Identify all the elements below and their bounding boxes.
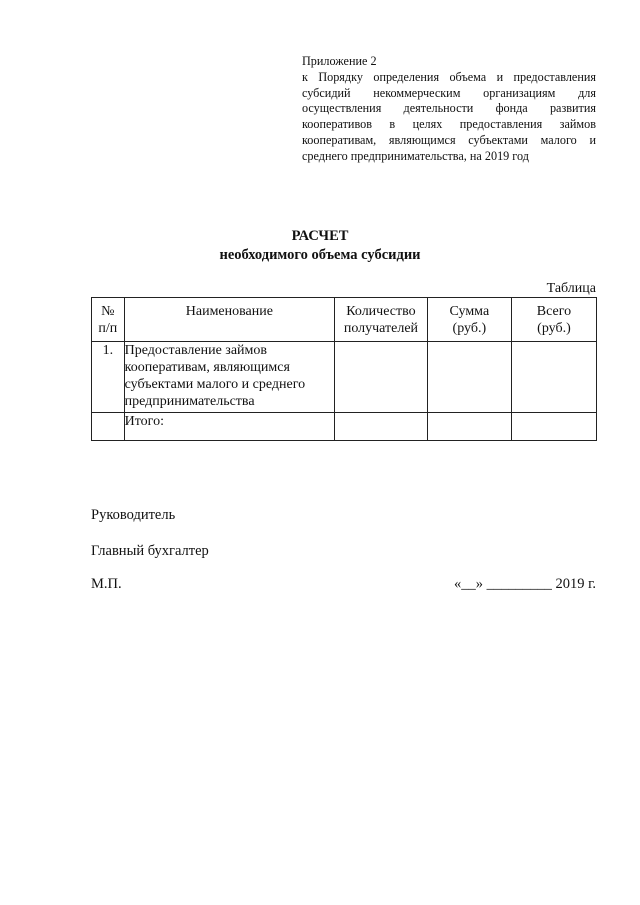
header-sum-line1: Сумма bbox=[449, 304, 490, 319]
table-row-total bbox=[92, 413, 597, 441]
total-num bbox=[92, 413, 125, 441]
header-num-line2: п/п bbox=[98, 321, 118, 336]
document-subtitle: необходимого объема субсидии bbox=[219, 247, 421, 263]
total-total-cell bbox=[511, 413, 596, 441]
row-num: 1. bbox=[92, 342, 125, 413]
header-sum-line2: (руб.) bbox=[452, 321, 487, 336]
document-title: РАСЧЕТ bbox=[291, 228, 349, 244]
signature-accountant: Главный бухгалтер bbox=[91, 543, 209, 559]
table-header-row bbox=[92, 298, 597, 342]
header-count bbox=[335, 298, 428, 342]
header-num bbox=[92, 298, 125, 342]
header-num-line1: № bbox=[101, 304, 115, 319]
signature-head: Руководитель bbox=[91, 507, 176, 523]
row-count-cell bbox=[335, 342, 428, 413]
row-total-cell bbox=[511, 342, 596, 413]
appendix-text: к Порядку определения объема и предоставления субсидий некоммерческим организациям для осуществления деятельности фонда развития кооперативов в целях предоставления займов кооперативам, являющимся субъектами малого и среднего предпринимательства, на 2019 год bbox=[302, 69, 596, 163]
header-total bbox=[511, 298, 596, 342]
row-name-line: кооперативам, являющимся bbox=[124, 360, 290, 375]
header-count-line1: Количество bbox=[346, 304, 416, 319]
header-count-line2: получателей bbox=[343, 321, 419, 336]
calculation-table bbox=[91, 297, 597, 441]
table-row bbox=[92, 342, 597, 413]
row-sum-cell bbox=[427, 342, 511, 413]
row-name-line: субъектами малого и среднего bbox=[124, 377, 306, 392]
table-label: Таблица bbox=[546, 281, 596, 296]
header-name-label: Наименование bbox=[185, 304, 273, 319]
header-total-line2: (руб.) bbox=[537, 321, 571, 336]
stamp-label: М.П. bbox=[91, 576, 122, 592]
header-sum bbox=[427, 298, 511, 342]
total-count-cell bbox=[335, 413, 428, 441]
total-label: Итого: bbox=[124, 413, 334, 441]
header-name bbox=[124, 298, 334, 342]
date-field: «__» _________ 2019 г. bbox=[453, 576, 596, 592]
row-name bbox=[124, 342, 334, 413]
row-name-line: Предоставление займов bbox=[124, 343, 267, 358]
appendix-block bbox=[302, 54, 596, 165]
row-name-line: предпринимательства bbox=[124, 394, 255, 409]
appendix-number: Приложение 2 bbox=[302, 54, 377, 68]
total-sum-cell bbox=[427, 413, 511, 441]
header-total-line1: Всего bbox=[536, 304, 572, 319]
